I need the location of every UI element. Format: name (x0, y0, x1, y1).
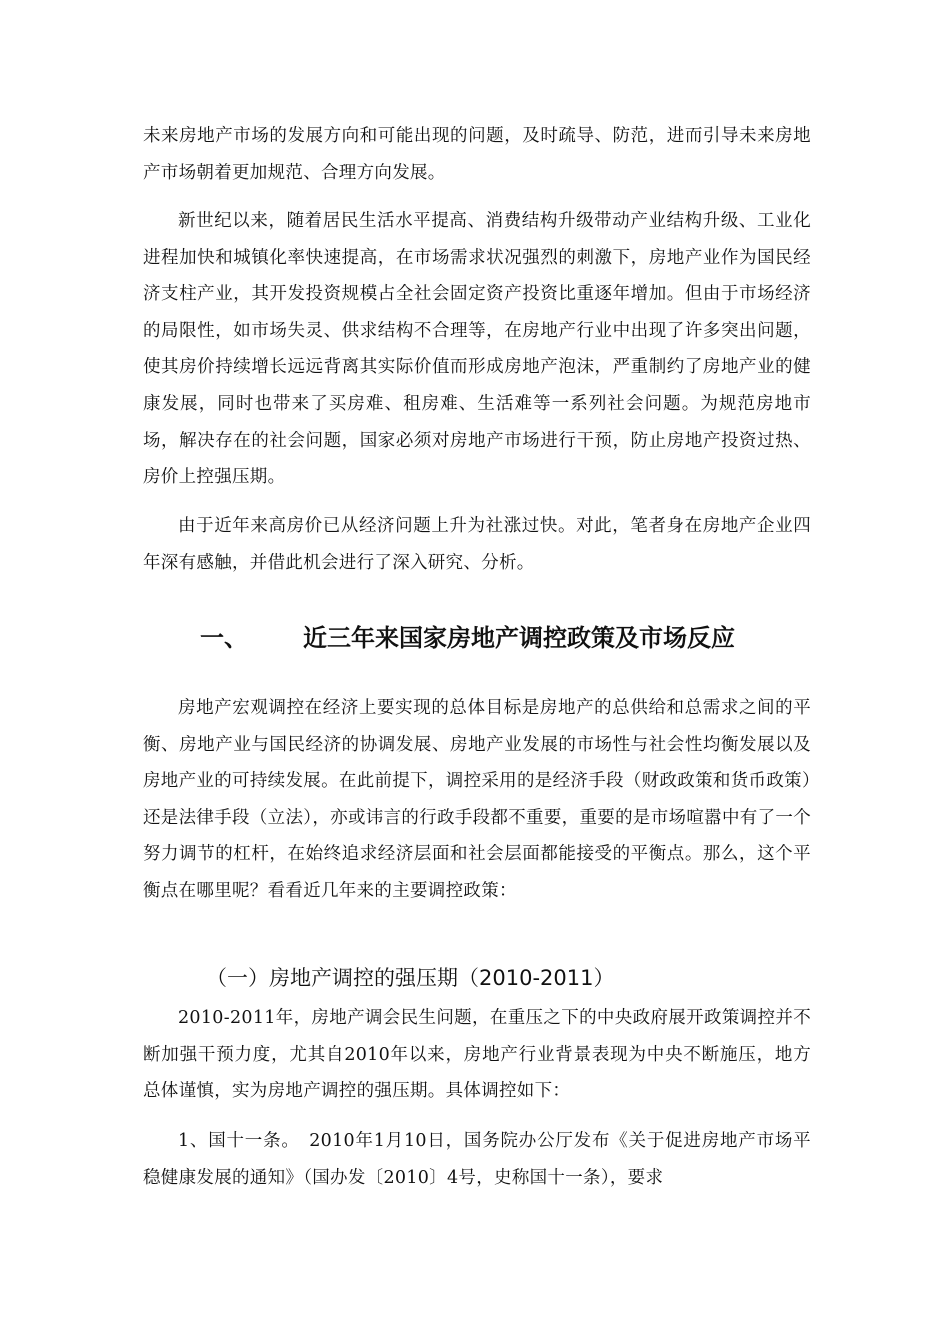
section-heading-1 (200, 618, 820, 658)
paragraph-section-intro: 房地产宏观调控在经济上要实现的总体目标是房地产的总供给和总需求之间的平衡、房地产业与国民经济的协调发展、房地产业发展的市场性与社会性均衡发展以及房地产业的可持续发展。在此前提下，调控采用的是经济手段（财政政策和货币政策）还是法律手段（立法），亦或讳言的行政手段都不重要，重要的是市场喧嚣中有了一个努力调节的杠杆，在始终追求经济层面和社会层面都能接受的平衡点。那么，这个平衡点在哪里呢？看看近几年来的主要调控政策： (143, 698, 811, 901)
paragraph-continuation: 未来房地产市场的发展方向和可能出现的问题，及时疏导、防范，进而引导未来房地产市场朝着更加规范、合理方向发展。 (143, 126, 811, 183)
paragraph-new-century: 新世纪以来，随着居民生活水平提高、消费结构升级带动产业结构升级、工业化进程加快和城镇化率快速提高，在市场需求状况强烈的刺激下，房地产业作为国民经济支柱产业，其开发投资规模占全社会固定资产投资比重逐年增加。但由于市场经济的局限性，如市场失灵、供求结构不合理等，在房地产行业中出现了许多突出问题，使其房价持续增长远远背离其实际价值而形成房地产泡沫，严重制约了房地产业的健康发展，同时也带来了买房难、租房难、生活难等一系列社会问题。为规范房地市场，解决存在的社会问题，国家必须对房地产市场进行干预，防止房地产投资过热、房价上控强压期。 (143, 211, 811, 488)
section-title: 近三年来国家房地产调控政策及市场反应 (303, 624, 735, 652)
subsection-heading-1: （一）房地产调控的强压期（2010-2011） (206, 966, 615, 990)
paragraph-subsection-body: 2010-2011年，房地产调会民生问题，在重压之下的中央政府展开政策调控并不断加强干预力度，尤其自2010年以来，房地产行业背景表现为中央不断施压，地方总体谨慎，实为房地产调控的强压期。具体调控如下： (143, 1008, 811, 1102)
section-number: 一、 (200, 624, 248, 652)
list-item-guo-shiyi-tiao: 1、国十一条。 2010年1月10日，国务院办公厅发布《关于促进房地产市场平稳健康发展的通知》（国办发〔2010〕4号，史称国十一条），要求 (143, 1131, 811, 1188)
paragraph-author-note: 由于近年来高房价已从经济问题上升为社涨过快。对此，笔者身在房地产企业四年深有感触，并借此机会进行了深入研究、分析。 (143, 516, 811, 573)
